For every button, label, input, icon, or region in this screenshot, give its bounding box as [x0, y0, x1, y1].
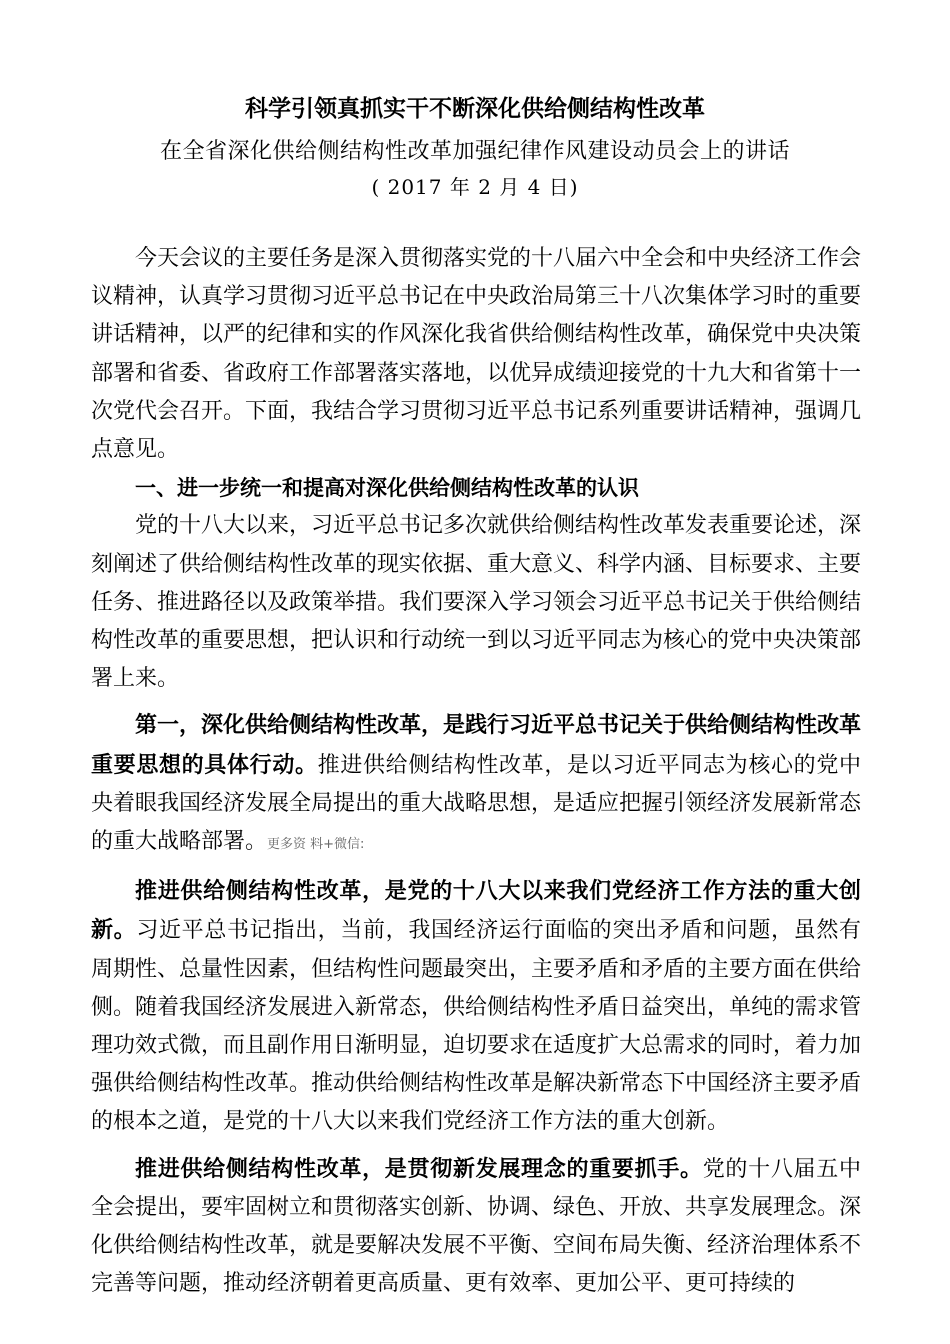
paragraph-intro: 今天会议的主要任务是深入贯彻落实党的十八届六中全会和中央经济工作会议精神，认真学习贯彻习近平总书记在中央政治局第三十八次集体学习时的重要讲话精神，以严的纪律和实的作风深化我省供给侧结构性改革，确保党中央决策部署和省委、省政府工作部署落实落地，以优异成绩迎接党的十九大和省第十一次党代会召开。下面，我结合学习贯彻习近平总书记系列重要讲话精神，强调几点意见。 — [91, 246, 862, 463]
paragraph-lead-bold: 推进供给侧结构性改革，是党的十八大以来我们党经济工作方法的重大创新。 — [91, 878, 861, 944]
paragraph-lead-bold: 第一，深化供给侧结构性改革，是践行习近平总书记关于供给侧结构性改革重要思想的具体行动。 — [91, 712, 862, 778]
paragraph-text: 推进供给侧结构性改革，是以习近平同志为核心的党中央着眼我国经济发展全局提出的重大战略思想，是适应把握引领经济发展新常态的重大战略部署。 — [91, 752, 862, 855]
paragraph-lead-bold: 推进供给侧结构性改革，是贯彻新发展理念的重要抓手。 — [135, 1155, 703, 1182]
paragraph-section-intro: 党的十八大以来，习近平总书记多次就供给侧结构性改革发表重要论述，深刻阐述了供给侧结构性改革的现实依据、重大意义、科学内涵、目标要求、主要任务、推进路径以及政策举措。我们要深入学习领会习近平总书记关于供给侧结构性改革的重要思想，把认识和行动统一到以习近平同志为核心的党中央决策部署上来。 — [91, 513, 862, 692]
paragraph-first-point — [91, 706, 861, 864]
watermark-note: 更多资 料+微信: — [267, 837, 365, 853]
document-title: 科学引领真抓实干不断深化供给侧结构性改革 — [245, 95, 705, 122]
document-date: ( 2017 年 2 月 4 日) — [371, 175, 579, 199]
document-body — [91, 240, 861, 1303]
paragraph-text: 党的十八届五中全会提出，要牢固树立和贯彻落实创新、协调、绿色、开放、共享发展理念。深化供给侧结构性改革，就是要解决发展不平衡、空间布局失衡、经济治理体系不完善等问题，推动经济朝着更高质量、更有效率、更加公平、更可持续的 — [91, 1156, 862, 1297]
paragraph-new-concept — [91, 1150, 861, 1304]
section-heading-1: 一、进一步统一和提高对深化供给侧结构性改革的认识 — [135, 476, 639, 501]
paragraph-text: 习近平总书记指出，当前，我国经济运行面临的突出矛盾和问题，虽然有周期性、总量性因素，但结构性问题最突出，主要矛盾和矛盾的主要方面在供给侧。随着我国经济发展进入新常态，供给侧结构性矛盾日益突出，单纯的需求管理功效式微，而且副作用日渐明显，迫切要求在适度扩大总需求的同时，着力加强供给侧结构性改革。推动供给侧结构性改革是解决新常态下中国经济主要矛盾的根本之道，是党的十八大以来我们党经济工作方法的重大创新。 — [91, 918, 862, 1135]
document-subtitle: 在全省深化供给侧结构性改革加强纪律作风建设动员会上的讲话 — [159, 139, 790, 164]
paragraph-innovation — [91, 872, 861, 1141]
